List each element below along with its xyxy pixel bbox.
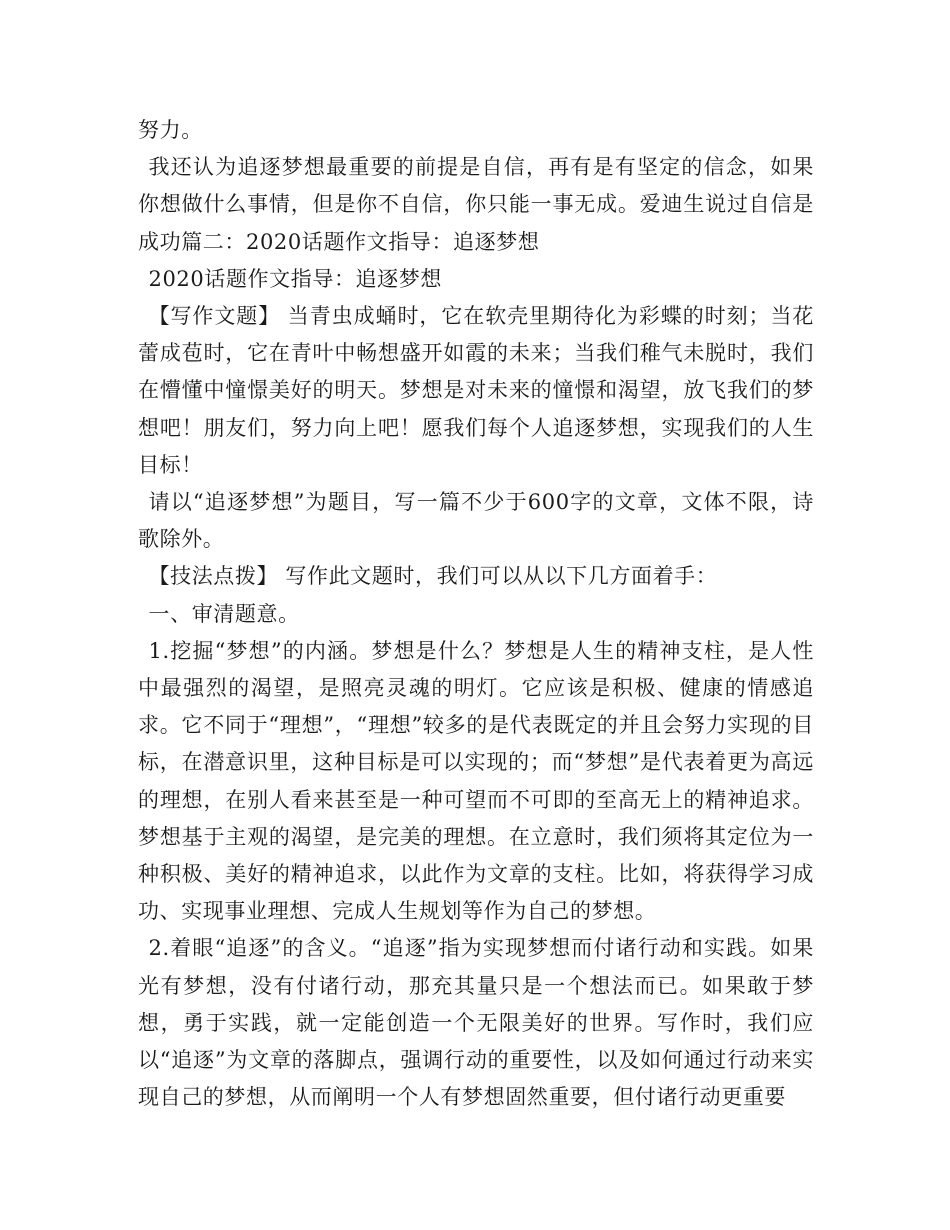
paragraph-prompt: 【写作文题】 当青虫成蛹时，它在软壳里期待化为彩蝶的时刻；当花蕾成苞时，它在青叶中畅想盛开如霞的未来；当我们稚气未脱时，我们在懵懂中憧憬美好的明天。梦想是对未来的憧憬和渴望，放飞我们的梦想吧！朋友们，努力向上吧！愿我们每个人追逐梦想，实现我们的人生目标！ (138, 304, 814, 477)
paragraph: 我还认为追逐梦想最重要的前提是自信，再有是有坚定的信念，如果你想做什么事情，但是你不自信，你只能一事无成。爱迪生说过自信是成功篇二：2020话题作文指导：追逐梦想 (138, 155, 814, 254)
paragraph: 1.挖掘“梦想”的内涵。梦想是什么？梦想是人生的精神支柱，是人性中最强烈的渴望，是照亮灵魂的明灯。它应该是积极、健康的情感追求。它不同于“理想”，“理想”较多的是代表既定的并且会努力实现的目标，在潜意识里，这种目标是可以实现的；而“梦想”是代表着更为高远的理想，在别人看来甚至是一种可望而不可即的至高无上的精神追求。梦想基于主观的渴望，是完美的理想。在立意时，我们须将其定位为一种积极、美好的精神追求，以此作为文章的支柱。比如，将获得学习成功、实现事业理想、完成人生规划等作为自己的梦想。 (138, 638, 814, 924)
paragraph: 2.着眼“追逐”的含义。“追逐”指为实现梦想而付诸行动和实践。如果光有梦想，没有付诸行动，那充其量只是一个想法而已。如果敢于梦想，勇于实践，就一定能创造一个无限美好的世界。写作时，我们应以“追逐”为文章的落脚点，强调行动的重要性，以及如何通过行动来实现自己的梦想，从而阐明一个人有梦想固然重要，但付诸行动更重要 (138, 936, 814, 1110)
paragraph: 请以“追逐梦想”为题目，写一篇不少于600字的文章，文体不限，诗歌除外。 (138, 490, 814, 552)
document-body (138, 112, 814, 1116)
paragraph-tips: 【技法点拨】 写作此文题时，我们可以从以下几方面着手： (148, 564, 718, 589)
section-heading: 一、审清题意。 (148, 601, 300, 626)
paragraph-heading: 2020话题作文指导：追逐梦想 (148, 266, 442, 291)
paragraph: 努力。 (138, 118, 203, 142)
